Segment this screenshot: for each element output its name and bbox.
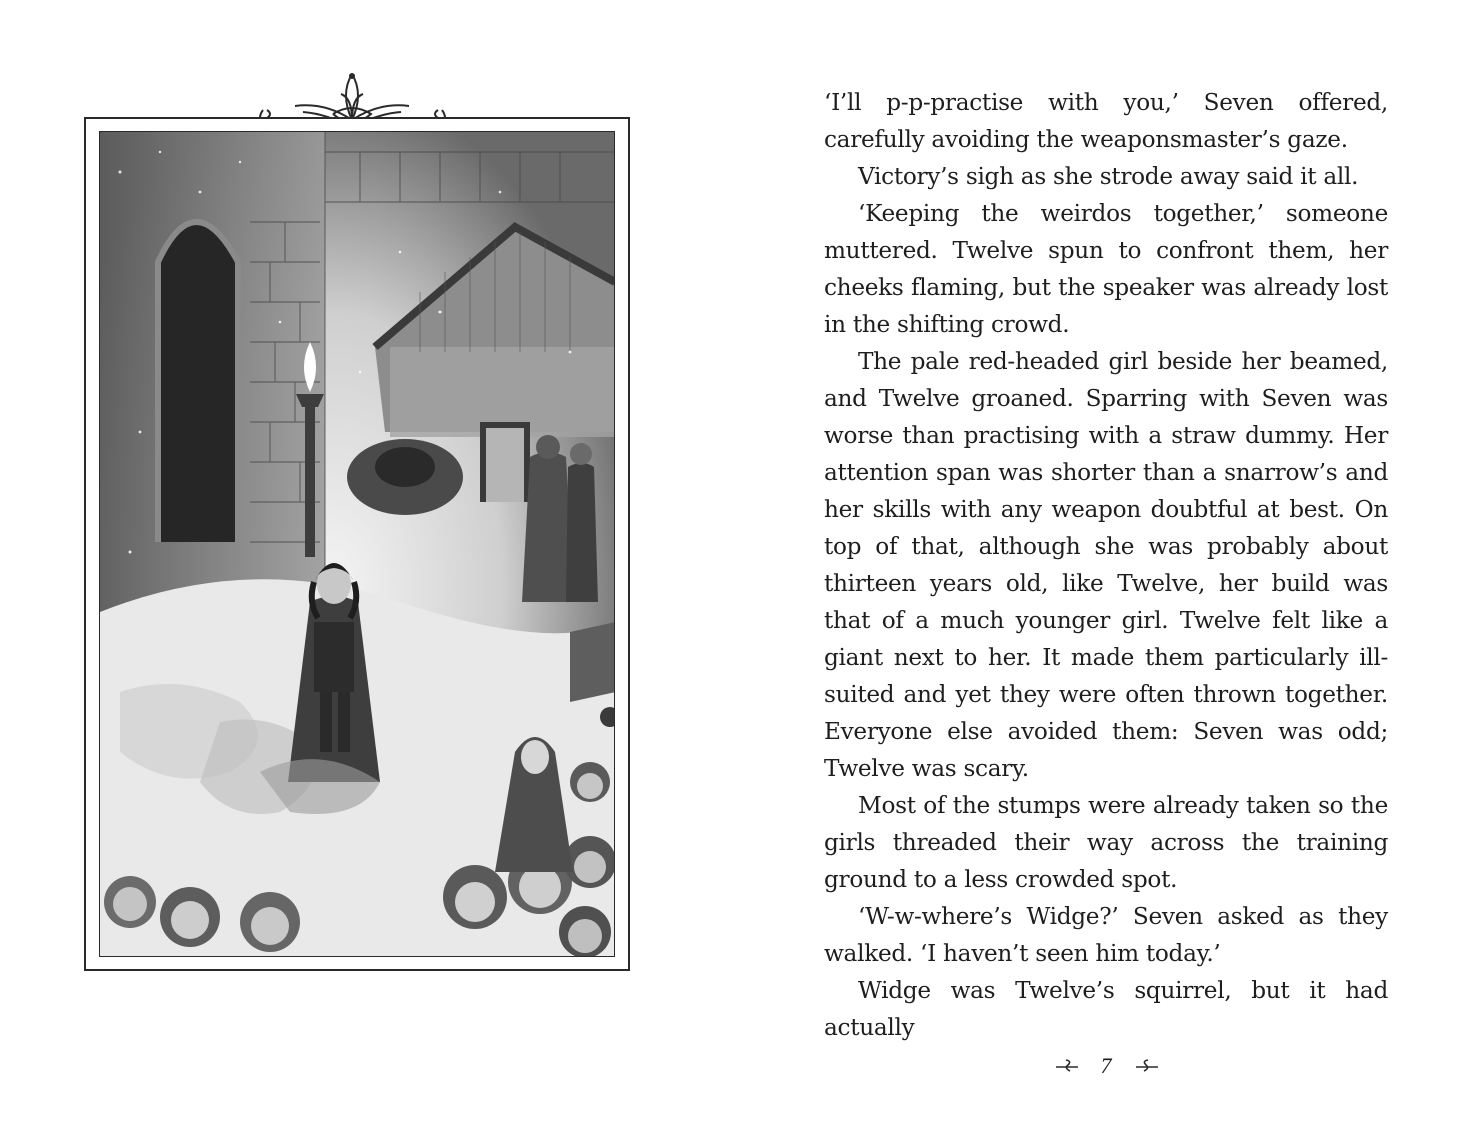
page-footer: [1050, 1050, 1162, 1082]
paragraph-5: Most of the stumps were already taken so the girls threaded their way across the training ground to a less crowded spot.: [824, 792, 1388, 893]
text-page: [824, 84, 1388, 1046]
paragraph-6: ‘W-w-where’s Widge?’ Seven asked as they walked. ‘I haven’t seen him today.’: [824, 903, 1388, 967]
paragraph-3: ‘Keeping the weirdos together,’ someone muttered. Twelve spun to confront them, her cheeks flaming, but the speaker was already lost in the shifting crowd.: [824, 200, 1388, 338]
paragraph-2: Victory’s sigh as she strode away said it all.: [858, 163, 1359, 190]
paragraph-7: Widge was Twelve’s squirrel, but it had actually: [824, 977, 1388, 1041]
paragraph-4: The pale red-headed girl beside her beamed, and Twelve groaned. Sparring with Seven was worse than practising with a straw dummy. Her attention span was shorter than a snarrow’s and her skills with any weapon doubtful at best. On top of that, although she was probably about thirteen years old, like Twelve, her build was that of a much younger girl. Twelve felt like a giant next to her. It made them particularly ill-suited and yet they were often thrown together. Everyone else avoided them: Seven was odd; Twelve was scary.: [824, 348, 1388, 782]
paragraph-1: ‘I’ll p-p-practise with you,’ Seven offered, carefully avoiding the weaponsmaster’s gaze.: [824, 89, 1388, 153]
page-number: 7: [1100, 1053, 1112, 1078]
scene-illustration: [99, 131, 615, 957]
flourish-right-icon: [1134, 1056, 1160, 1076]
flourish-left-icon: [1054, 1056, 1080, 1076]
illustration-page: [0, 0, 720, 1129]
